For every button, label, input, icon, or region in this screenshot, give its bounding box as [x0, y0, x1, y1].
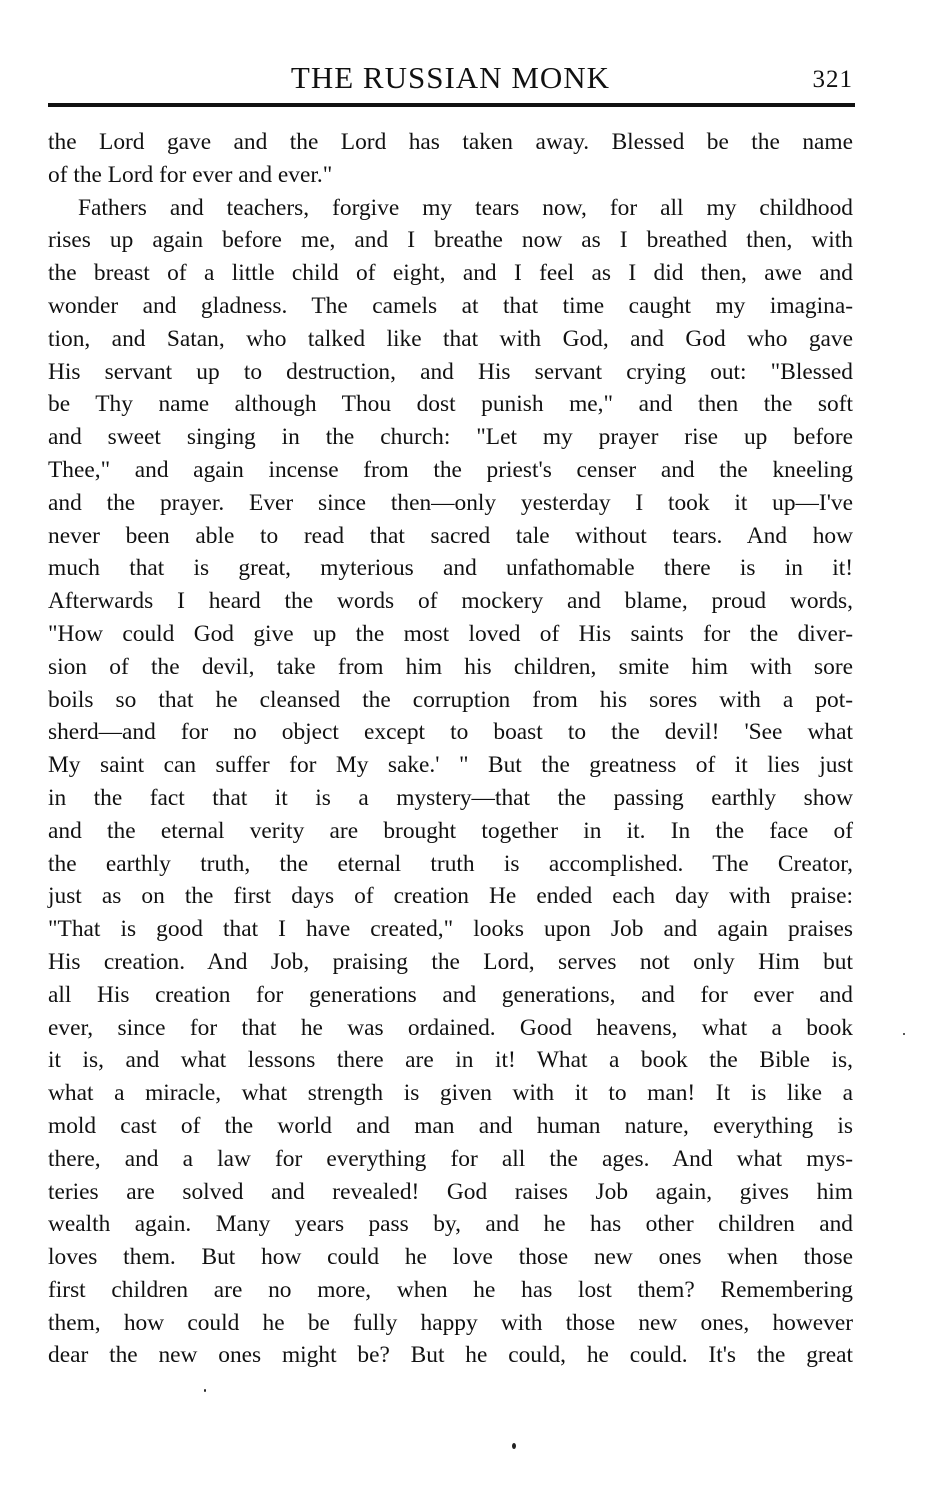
print-speck [204, 1389, 206, 1392]
header-rule [48, 103, 855, 107]
paragraph [48, 192, 853, 1373]
text-line: what a miracle, what strength is given with it to man! It is like a [48, 1080, 853, 1107]
text-line: loves them. But how could he love those new ones when those [48, 1244, 853, 1271]
text-line: and sweet singing in the church: "Let my prayer rise up before [48, 424, 853, 451]
text-line: Fathers and teachers, forgive my tears now, for all my childhood [78, 194, 853, 221]
text-line: wonder and gladness. The camels at that time caught my imagina- [48, 292, 853, 319]
text-line: Afterwards I heard the words of mockery and blame, proud words, [48, 588, 853, 615]
text-line: dear the new ones might be? But he could, he could. It's the great [48, 1342, 853, 1369]
text-line: His servant up to destruction, and His servant crying out: "Blessed [48, 358, 853, 385]
text-line: the breast of a little child of eight, and I feel as I did then, awe and [48, 260, 853, 287]
text-line: "That is good that I have created," looks upon Job and again praises [48, 916, 853, 943]
text-line: and the prayer. Ever since then—only yesterday I took it up—I've [48, 489, 853, 516]
text-line: there, and a law for everything for all the ages. And what mys- [48, 1145, 853, 1172]
text-line: mold cast of the world and man and human nature, everything is [48, 1112, 853, 1139]
text-line: and the eternal verity are brought together in it. In the face of [48, 817, 853, 844]
page-number: 321 [812, 66, 853, 93]
text-line: boils so that he cleansed the corruption from his sores with a pot- [48, 686, 853, 713]
text-line: them, how could he be fully happy with those new ones, however [48, 1309, 853, 1336]
page-header [48, 58, 853, 98]
text-line: teries are solved and revealed! God raises Job again, gives him [48, 1178, 853, 1205]
text-line: Thee," and again incense from the priest's censer and the kneeling [48, 456, 853, 483]
text-line: the Lord gave and the Lord has taken away. Blessed be the name [48, 129, 853, 155]
text-line: the earthly truth, the eternal truth is accomplished. The Creator, [48, 850, 853, 877]
running-title: THE RUSSIAN MONK [290, 60, 611, 95]
text-line: it is, and what lessons there are in it! What a book the Bible is, [48, 1047, 853, 1074]
text-line: His creation. And Job, praising the Lord, serves not only Him but [48, 948, 853, 975]
paragraph [48, 126, 853, 192]
text-line: "How could God give up the most loved of His saints for the diver- [48, 620, 853, 647]
text-line: rises up again before me, and I breathe now as I breathed then, with [48, 227, 853, 254]
text-line: just as on the first days of creation He ended each day with praise: [48, 883, 853, 910]
text-line: much that is great, myterious and unfathomable there is in it! [48, 555, 853, 582]
text-line: wealth again. Many years pass by, and he has other children and [48, 1211, 853, 1238]
print-speck [903, 1033, 905, 1035]
body-text [48, 126, 853, 1372]
text-line: first children are no more, when he has lost them? Remembering [48, 1276, 853, 1303]
text-line: of the Lord for ever and ever." [48, 161, 333, 188]
text-line: in the fact that it is a mystery—that the passing earthly show [48, 784, 853, 811]
text-line: be Thy name although Thou dost punish me," and then the soft [48, 391, 853, 418]
text-line: sion of the devil, take from him his children, smite him with sore [48, 653, 853, 680]
text-line: My saint can suffer for My sake.' " But the greatness of it lies just [48, 752, 853, 779]
text-line: tion, and Satan, who talked like that with God, and God who gave [48, 325, 853, 352]
print-speck [512, 1443, 516, 1449]
text-line: all His creation for generations and generations, and for ever and [48, 981, 853, 1008]
text-line: never been able to read that sacred tale without tears. And how [48, 522, 853, 549]
text-line: sherd—and for no object except to boast to the devil! 'See what [48, 719, 853, 746]
text-line: ever, since for that he was ordained. Good heavens, what a book [48, 1014, 853, 1041]
